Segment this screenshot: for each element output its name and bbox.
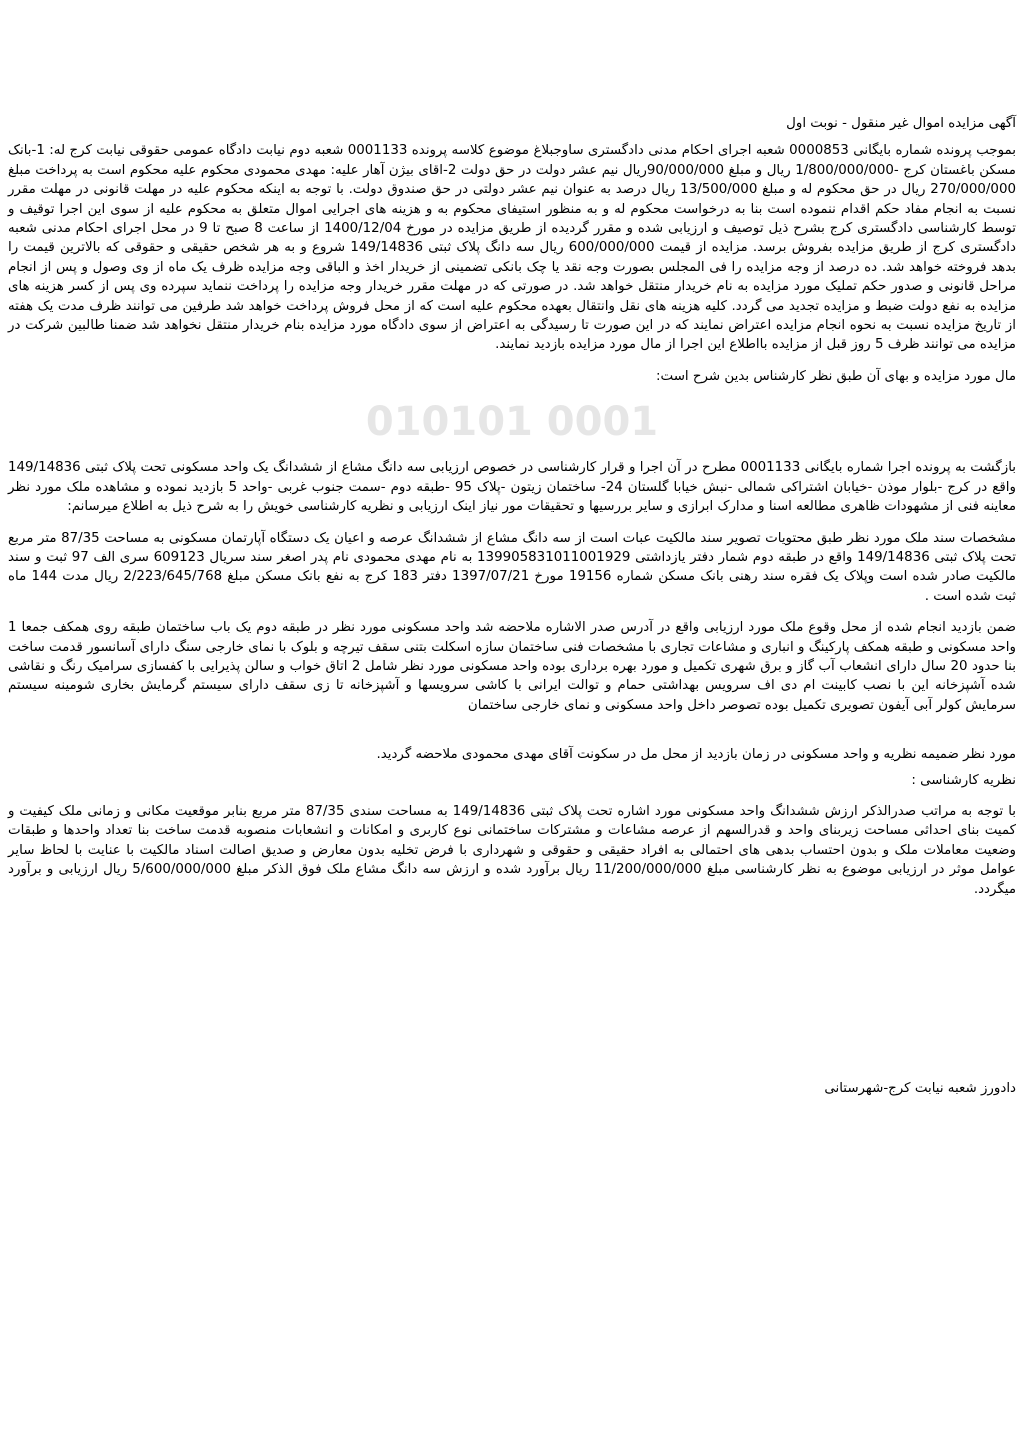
notice-title: آگهی مزایده اموال غیر منقول - نوبت اول	[786, 116, 1016, 131]
auction-terms-paragraph: بموجب پرونده شماره بایگانی 0000853 شعبه اجرای احکام مدنی دادگستری ساوجبلاغ موضوع کلاسه پرونده 0001133 شعبه دوم نیابت دادگاه عمومی حقوقی نیابت کرج له: 1-بانک مسکن باغستان کرج -1/800/000/000 ریال و مبلغ 90/000/000ریال نیم عشر دولت در حق دولت 2-اقای بیژن آهار علیه: مهدی محمودی محکوم علیه محکوم است به پرداخت مبلغ 270/000/000 ریال در حق محکوم له و مبلغ 13/500/000 ریال درصد به عنوان نیم عشر دولتی در حق صندوق دولت. با توجه به اینکه محکوم علیه در مهلت قانونی در مهلت مقرر نسبت به انجام مفاد حکم اقدام ننموده است بنا به درخواست محکوم له و به منظور استیفای محکوم به و هزینه های اجرایی اموال متعلق به محکوم علیه از سوی این اجرا توقیف و توسط کارشناسی دادگستری کرج بشرح ذیل توصیف و ارزیابی شده و مقرر گردیده از طریق مزایده در مورخ 1400/12/04 از ساعت 8 صبح تا 9 در محل اجرای احکام مدنی شعبه دادگستری کرج از طریق مزایده بفروش برسد. مزایده از قیمت 600/000/000 ریال سه دانگ پلاک ثبتی 149/14836 شروع و به هر شخص حقیقی و حقوقی که بالاترین قیمت را بدهد فروخته خواهد شد. ده درصد از وجه مزایده را فی المجلس بصورت وجه نقد یا چک بانکی تضمینی از خریدار اخذ و الباقی وجه مزایده ظرف یک ماه از وی وصول و پس از انجام مراحل قانونی و صدور حکم تملیک مورد مزایده به نام خریدار منتقل خواهد شد. در صورتی که در مهلت مقرر خریدار وجه مزایده را پرداخت ننماید سپرده وی پس از کسر هزینه های مزایده به نفع دولت ضبط و مزایده تجدید می گردد. کلیه هزینه های نقل وانتقال بعهده محکوم علیه است که از محل فروش پرداخت خواهد شد طرفین می توانند ظرف مدت یک هفته از تاریخ مزایده نسبت به نحوه انجام مزایده اعتراض نمایند که در این صورت تا رسیدگی به اعتراض از سوی دادگاه مورد مزایده بنام خریدار منتقل نخواهد شد ضمنا طالبین شرکت در مزایده می توانند ظرف 5 روز قبل از مزایده بااطلاع این اجرا از مال مورد مزایده بازدید نمایند.	[8, 143, 1016, 353]
signature: دادورز شعبه نیابت کرج-شهرستانی	[824, 1081, 1016, 1096]
expert-opinion-heading: نظریه کارشناسی :	[911, 772, 1016, 788]
inspection-paragraph: ضمن بازدید انجام شده از محل وقوع ملک مورد ارزیابی واقع در آدرس صدر الاشاره ملاحضه شد واحد مسکونی مورد نظر در طبقه دوم یک باب ساختمان طبقه روی همکف جمعا 1 واحد مسکونی و طبقه همکف پارکینگ و انباری و مشاعات تجاری با مشخصات فنی ساختمان سازه اسکلت بتنی سقف تیرچه و بلوک با نمای خارجی سنگ دارای آسانسور قدمت ساخت بنا حدود 20 سال دارای انشعاب آب گاز و برق شهری تکمیل و مورد بهره برداری بوده واحد مسکونی مورد نظر شامل 2 اتاق خواب و سالن پذیرایی با کفسازی سرامیک رنگ و نقاشی شده آشپزخانه این با نصب کابینت ام دی اف سرویس بهداشتی حمام و توالت ایرانی با کاشی سرویسها و آشپزخانه تا زی سقف دارای سیستم گرمایش بخاری شومینه سیستم سرمایش کولر آبی آیفون تصویری تکمیل بوده تصوصر داخل واحد مسکونی و نمای خارجی ساختمان	[8, 620, 1016, 713]
case-referral-paragraph: بازگشت به پرونده اجرا شماره بایگانی 0001133 مطرح در آن اجرا و قرار کارشناسی در خصوص ارزیابی سه دانگ مشاع از ششدانگ یک واحد مسکونی تحت پلاک ثبتی 149/14836 واقع در کرج -بلوار موذن -خیابان اشتراکی شمالی -نبش خیابا گلستان 24- ساختمان زیتون -پلاک 95 -طبقه دوم -سمت جنوب غربی -واحد 5 بازدید نموده و مشاهده ملک مورد نظر معاینه فنی از مشهودات ظاهری مطالعه اسنا و مدارک ابرازی و سایر بررسیها و تحقیقات مور نیاز اینک ارزیابی و نظریه کارشناسی خویش را به شرح ذیل به اطلاع میرسانم:	[8, 460, 1016, 515]
property-intro: مال مورد مزایده و بهای آن طبق نظر کارشناس بدین شرح است:	[656, 368, 1016, 384]
watermark: 010101 0001	[365, 399, 659, 446]
occupancy-note: مورد نظر ضمیمه نظریه و واحد مسکونی در زمان بازدید از محل مل در سکونت آقای مهدی محمودی ملاحضه گردید.	[376, 747, 1016, 763]
expert-valuation-paragraph: با توجه به مراتب صدرالذکر ارزش ششدانگ واحد مسکونی مورد اشاره تحت پلاک ثبتی 149/14836 به مساحت سندی 87/35 متر مربع بنابر موقعیت مکانی و زمانی ملک کیفیت و کمیت بنای احداثی مساحت زیربنای واحد و قدرالسهم از عرصه مشاعات و مشترکات ساختمانی نوع کاربری و امکانات و انشعابات منصوبه قدمت ساخت بنا تعداد واحدها و طبقات وضعیت معاملات ملک و بدون احتساب بدهی های احتمالی به افراد حقیقی و حقوقی و شهرداری با فرض تخلیه بدون معارض و صدیق اصالت اسناد مالکیت با عنایت با لحاظ سایر عوامل موثر در ارزیابی موضوع به نظر کارشناسی مبلغ 11/200/000/000 ریال برآورد شده و ارزش سه دانگ مشاع ملک فوق الذکر مبلغ 5/600/000/000 ریال ارزیابی و برآورد میگردد.	[8, 803, 1016, 897]
deed-specs-paragraph: مشخصات سند ملک مورد نظر طبق محتویات تصویر سند مالکیت عبات است از سه دانگ مشاع از ششدانگ عرصه و اعیان یک دستگاه آپارتمان مسکونی به مساحت 87/35 متر مربع تحت پلاک ثبتی 149/14836 واقع در طبقه دوم شمار دفتر یازداشتی 139905831011001929 به نام مهدی محمودی نام پدر اصغر سند سریال 609123 سری الف 97 ثبت و سند مالکیت صادر شده است وپلاک یک فقره سند رهنی بانک مسکن شماره 19156 مورخ 1397/07/21 دفتر 183 کرج به نفع بانک مسکن مبلغ 2/223/645/768 ریال مدت 144 ماه ثبت شده است .	[8, 530, 1016, 604]
